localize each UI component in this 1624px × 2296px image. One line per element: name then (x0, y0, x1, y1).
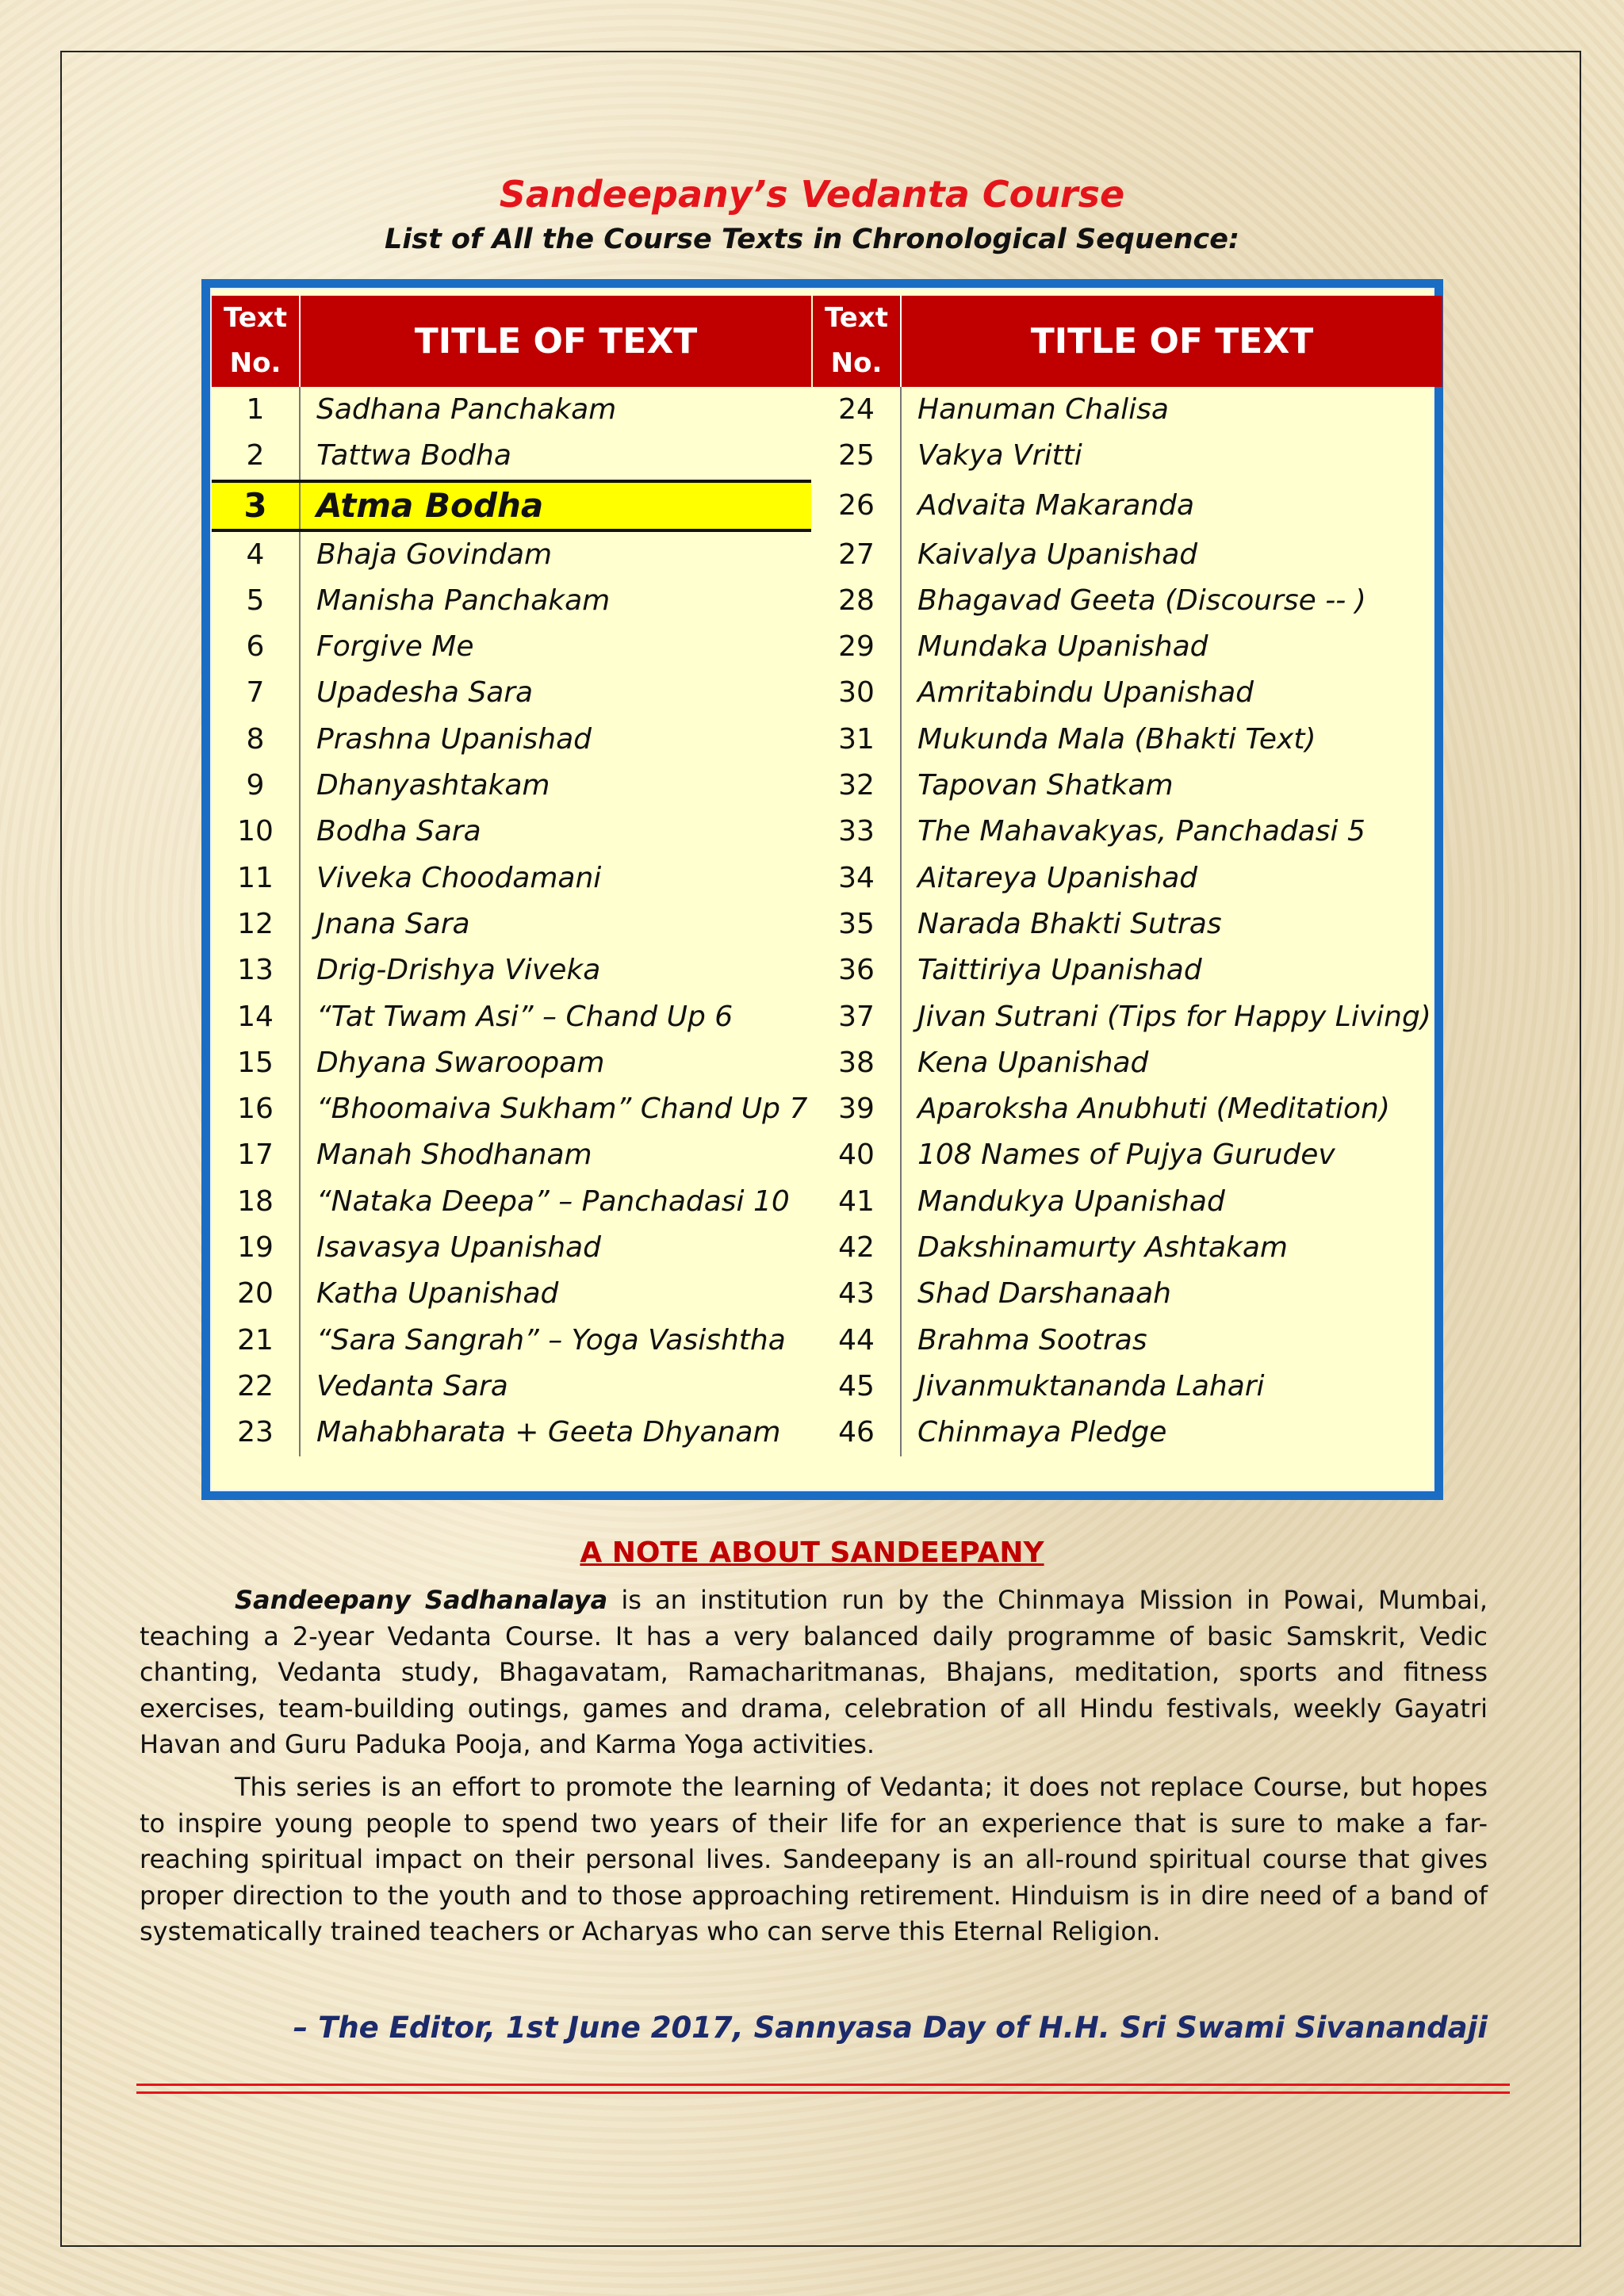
text-number: 30 (813, 670, 902, 716)
divider-line (136, 2084, 1510, 2086)
table-row (813, 670, 1442, 716)
header-title-of-text: TITLE OF TEXT (414, 321, 698, 362)
text-title: Hanuman Chalisa (917, 393, 1169, 426)
table-row (813, 717, 1442, 763)
table-row (212, 1086, 811, 1132)
course-texts-table (201, 279, 1443, 1500)
table-row (212, 387, 811, 433)
text-number: 31 (813, 717, 902, 763)
text-number: 22 (212, 1364, 301, 1410)
text-number: 10 (212, 809, 301, 855)
table-row (813, 1410, 1442, 1456)
text-number: 27 (813, 532, 902, 578)
text-title: Isavasya Upanishad (316, 1231, 601, 1265)
table-row (212, 1318, 811, 1364)
text-number: 42 (813, 1225, 902, 1271)
text-title: Sadhana Panchakam (316, 393, 617, 426)
text-title: Kaivalya Upanishad (917, 538, 1198, 571)
text-number: 1 (212, 387, 301, 433)
text-title: Forgive Me (316, 630, 474, 664)
table-row (212, 433, 811, 479)
text-title: “Nataka Deepa” – Panchadasi 10 (316, 1184, 790, 1218)
table-row (813, 1179, 1442, 1225)
table-row (212, 532, 811, 578)
text-title: Vedanta Sara (316, 1369, 508, 1402)
table-row (813, 1132, 1442, 1178)
text-number: 16 (212, 1086, 301, 1132)
text-title: “Bhoomaiva Sukham” Chand Up 7 (316, 1093, 808, 1126)
note-paragraph-1-text: is an institution run by the Chinmaya Mission in Powai, Mumbai, teaching a 2-year Vedanta Course. It has a very balanced daily programme of basic Samskrit, Vedic chanting, Vedanta study, Bhagavatam, Ramacharitmanas, Bhajans, meditation, sports and fitness exercises, team-building outings, games and drama, celebration of all Hindu festivals, weekly Gayatri Havan and Guru Paduka Pooja, and Karma Yoga activities. (140, 1585, 1488, 1759)
text-number: 39 (813, 1086, 902, 1132)
header-text-no-line1: Text (825, 302, 888, 334)
table-row (212, 947, 811, 993)
text-title: Vakya Vritti (917, 439, 1082, 473)
text-number: 46 (813, 1410, 902, 1456)
text-title: Tapovan Shatkam (917, 769, 1174, 802)
text-title: Viveka Choodamani (316, 861, 602, 894)
text-number: 14 (212, 994, 301, 1040)
table-row (212, 809, 811, 855)
table-row (212, 1271, 811, 1317)
text-title: Manah Shodhanam (316, 1138, 592, 1172)
table-header-left (212, 296, 811, 387)
table-row (212, 1132, 811, 1178)
text-number: 41 (813, 1179, 902, 1225)
table-row (212, 763, 811, 809)
text-title: Jnana Sara (316, 907, 470, 940)
text-title: Manisha Panchakam (316, 584, 611, 617)
table-row (813, 1271, 1442, 1317)
text-title: Aparoksha Anubhuti (Meditation) (917, 1093, 1390, 1126)
text-title: Drig-Drishya Viveka (316, 954, 601, 987)
text-title: Tattwa Bodha (316, 439, 511, 473)
text-title: Atma Bodha (316, 485, 544, 525)
editor-signature: – The Editor, 1st June 2017, Sannyasa Day of H.H. Sri Swami Sivanandaji (293, 2011, 1488, 2045)
table-row (212, 994, 811, 1040)
table-header-right (813, 296, 1442, 387)
text-number: 2 (212, 433, 301, 479)
table-row (813, 480, 1442, 532)
text-number: 19 (212, 1225, 301, 1271)
table-row (212, 1225, 811, 1271)
table-row (813, 901, 1442, 947)
text-number: 25 (813, 433, 902, 479)
text-number: 20 (212, 1271, 301, 1317)
text-number: 17 (212, 1132, 301, 1178)
table-row (212, 717, 811, 763)
header-title-of-text: TITLE OF TEXT (1030, 321, 1314, 362)
text-number: 24 (813, 387, 902, 433)
text-number: 38 (813, 1040, 902, 1086)
text-title: Prashna Upanishad (316, 722, 592, 756)
text-number: 26 (813, 480, 902, 532)
header-text-no-line2: No. (830, 347, 883, 379)
text-title: Jivanmuktananda Lahari (917, 1369, 1265, 1402)
table-row (813, 1040, 1442, 1086)
text-title: “Tat Twam Asi” – Chand Up 6 (316, 1000, 733, 1033)
text-number: 37 (813, 994, 902, 1040)
text-title: Shad Darshanaah (917, 1277, 1171, 1311)
table-row (813, 433, 1442, 479)
table-row (212, 578, 811, 624)
text-title: Mahabharata + Geeta Dhyanam (316, 1416, 781, 1449)
table-row (813, 1318, 1442, 1364)
text-number: 40 (813, 1132, 902, 1178)
text-title: Bhaja Govindam (316, 538, 553, 571)
text-number: 23 (212, 1410, 301, 1456)
divider-line (136, 2091, 1510, 2094)
text-number: 36 (813, 947, 902, 993)
text-number: 9 (212, 763, 301, 809)
text-title: Bodha Sara (316, 815, 481, 848)
table-row (212, 901, 811, 947)
table-row (212, 624, 811, 670)
text-number: 4 (212, 532, 301, 578)
text-number: 11 (212, 855, 301, 901)
table-column-left (212, 387, 811, 1456)
table-row (212, 480, 811, 532)
text-title: Dhyana Swaroopam (316, 1046, 605, 1079)
text-title: 108 Names of Pujya Gurudev (917, 1138, 1335, 1172)
table-body (210, 288, 1434, 1491)
text-number: 44 (813, 1318, 902, 1364)
text-title: Jivan Sutrani (Tips for Happy Living) (917, 1000, 1431, 1033)
table-row (212, 1179, 811, 1225)
table-row (813, 387, 1442, 433)
table-row (813, 532, 1442, 578)
table-row (813, 578, 1442, 624)
text-title: Kena Upanishad (917, 1046, 1149, 1079)
table-row (212, 670, 811, 716)
text-title: Upadesha Sara (316, 676, 534, 710)
text-number: 6 (212, 624, 301, 670)
text-title: Aitareya Upanishad (917, 861, 1198, 894)
text-number: 15 (212, 1040, 301, 1086)
table-row (813, 809, 1442, 855)
text-title: Chinmaya Pledge (917, 1416, 1167, 1449)
header-text-no (212, 296, 301, 387)
text-number: 28 (813, 578, 902, 624)
text-number: 7 (212, 670, 301, 716)
text-number: 5 (212, 578, 301, 624)
text-number: 43 (813, 1271, 902, 1317)
text-title: Amritabindu Upanishad (917, 676, 1254, 710)
page-title: Sandeepany’s Vedanta Course (499, 173, 1125, 216)
table-row (813, 994, 1442, 1040)
text-number: 12 (212, 901, 301, 947)
text-number: 33 (813, 809, 902, 855)
table-row (212, 1040, 811, 1086)
table-row (813, 855, 1442, 901)
note-heading: A NOTE ABOUT SANDEEPANY (580, 1536, 1044, 1569)
text-number: 13 (212, 947, 301, 993)
text-title: Dhanyashtakam (316, 769, 550, 802)
text-title: Mundaka Upanishad (917, 630, 1208, 664)
table-row (212, 1410, 811, 1456)
text-number: 8 (212, 717, 301, 763)
text-title: Taittiriya Upanishad (917, 954, 1202, 987)
header-text-no (813, 296, 902, 387)
text-number: 34 (813, 855, 902, 901)
text-title: Brahma Sootras (917, 1323, 1147, 1357)
page-subtitle: List of All the Course Texts in Chronological Sequence: (384, 224, 1240, 255)
table-row (813, 624, 1442, 670)
note-paragraph-2: This series is an effort to promote the learning of Vedanta; it does not replace Course, but hopes to inspire young people to spend two years of their life for an experience that is sure to make a far-reaching spiritual impact on their personal lives. Sandeepany is an all-round spiritual course that gives proper direction to the youth and to those approaching retirement. Hinduism is in dire need of a band of systematically trained teachers or Acharyas who can serve this Eternal Religion. (140, 1772, 1488, 1946)
text-number: 35 (813, 901, 902, 947)
text-title: Dakshinamurty Ashtakam (917, 1231, 1288, 1265)
text-title: Bhagavad Geeta (Discourse -- ) (917, 584, 1366, 617)
text-number: 21 (212, 1318, 301, 1364)
note-lead-name: Sandeepany Sadhanalaya (235, 1585, 608, 1615)
text-title: Narada Bhakti Sutras (917, 907, 1222, 940)
table-row (813, 1364, 1442, 1410)
text-title: Katha Upanishad (316, 1277, 559, 1311)
text-title: Mukunda Mala (Bhakti Text) (917, 722, 1316, 756)
text-number: 45 (813, 1364, 902, 1410)
text-title: “Sara Sangrah” – Yoga Vasishtha (316, 1323, 786, 1357)
table-row (813, 947, 1442, 993)
table-row (212, 855, 811, 901)
table-row (212, 1364, 811, 1410)
table-row (813, 1086, 1442, 1132)
text-number: 18 (212, 1179, 301, 1225)
header-text-no-line2: No. (229, 347, 282, 379)
table-column-right (813, 387, 1442, 1456)
table-row (813, 763, 1442, 809)
text-title: The Mahavakyas, Panchadasi 5 (917, 815, 1365, 848)
note-paragraph-1 (140, 1582, 1488, 1763)
header-text-no-line1: Text (224, 302, 287, 334)
text-number: 32 (813, 763, 902, 809)
text-number: 29 (813, 624, 902, 670)
text-title: Advaita Makaranda (917, 488, 1195, 522)
text-number: 3 (212, 483, 301, 529)
table-row (813, 1225, 1442, 1271)
text-title: Mandukya Upanishad (917, 1184, 1225, 1218)
